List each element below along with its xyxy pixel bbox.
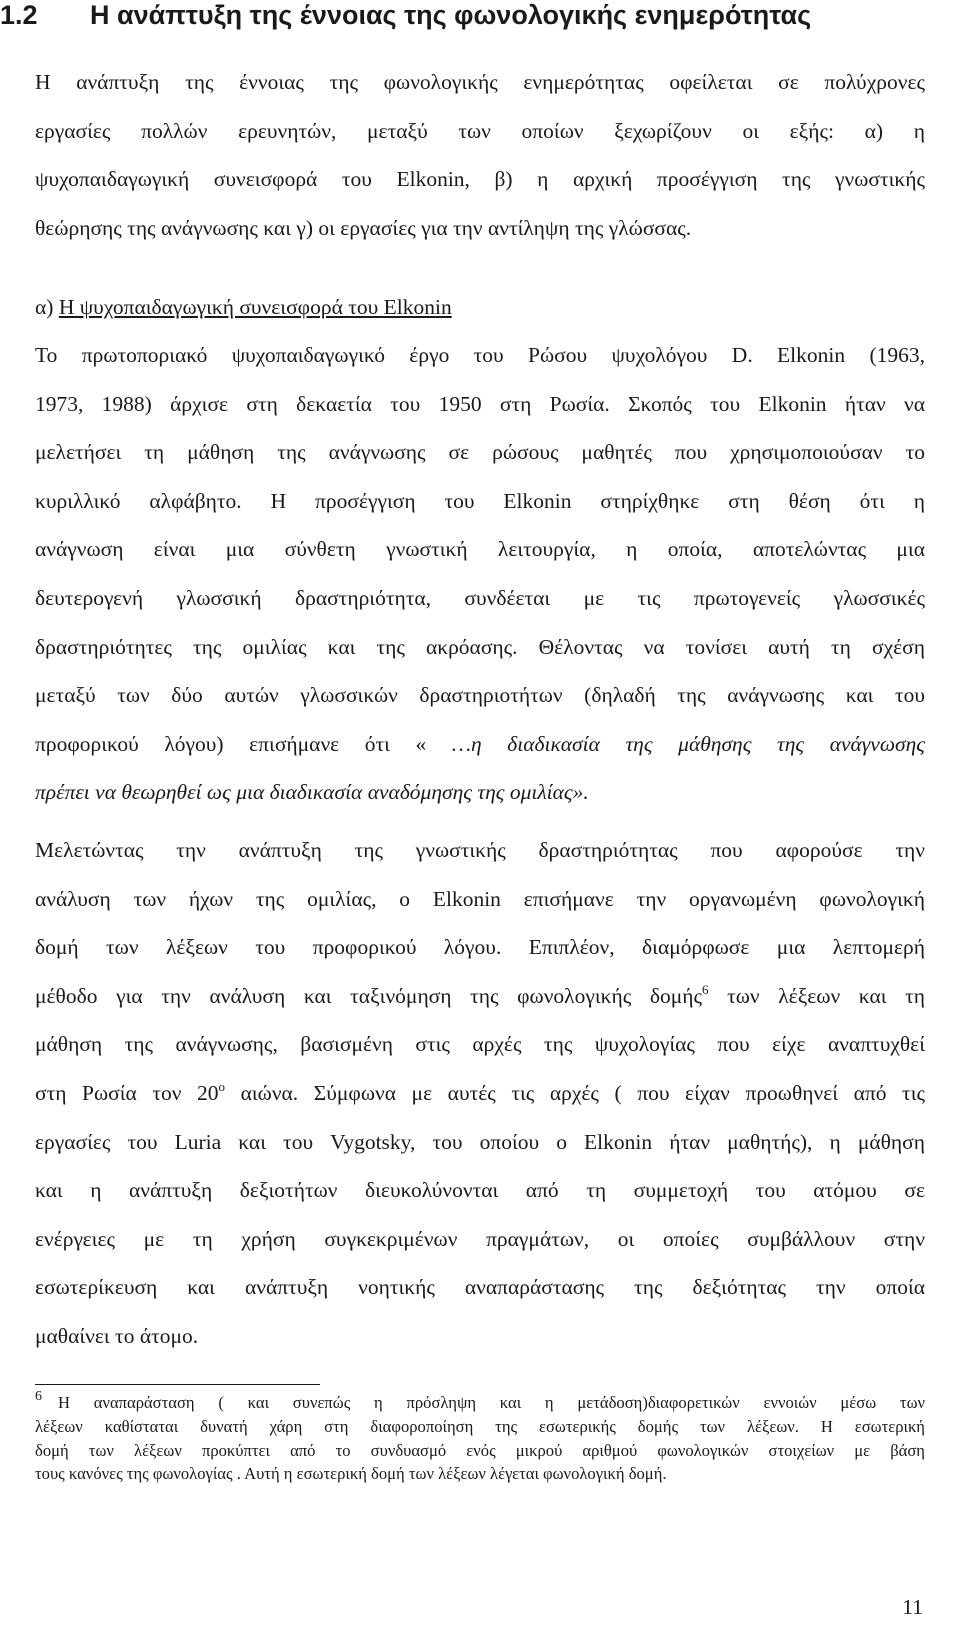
text-line: δραστηριότητες της ομιλίας και της ακρόασης. Θέλοντας να τονίσει αυτή τη σχέση <box>35 634 925 659</box>
subsection-title: Η ψυχοπαιδαγωγική συνεισφορά του Elkonin <box>58 295 452 319</box>
section-title: Η ανάπτυξη της έννοιας της φωνολογικής ενημερότητας <box>90 0 812 30</box>
section-number: 1.2 <box>0 0 38 30</box>
footnote-separator <box>35 1384 320 1385</box>
text-line <box>35 720 925 769</box>
text-line: μελετήσει τη μάθηση της ανάγνωσης σε ρώσους μαθητές που χρησιμοποιούσαν το <box>35 440 925 465</box>
ordinal-superscript: ο <box>218 1078 226 1094</box>
subsection-marker: α) <box>35 295 54 319</box>
footnote-line: δομή των λέξεων προκύπτει από το συνδυασμό ενός μικρού αριθμού φωνολογικών στοιχείων με βάση <box>35 1440 925 1460</box>
footnote-line: λέξεων καθίσταται δυνατή χάρη στη διαφοροποίηση της εσωτερικής δομής των λέξεων. Η εσωτερική <box>35 1416 925 1436</box>
text-line <box>35 1069 925 1118</box>
text-line: και η ανάπτυξη δεξιοτήτων διευκολύνονται από τη συμμετοχή του ατόμου σε <box>35 1178 925 1203</box>
text-line: 1973, 1988) άρχισε στη δεκαετία του 1950 στη Ρωσία. Σκοπός του Elkonin ήταν να <box>35 391 925 416</box>
text-line: δευτερογενή γλωσσική δραστηριότητα, συνδέεται με τις πρωτογενείς γλωσσικές <box>35 585 925 610</box>
text-line: μεταξύ των δύο αυτών γλωσσικών δραστηριοτήτων (δηλαδή της ανάγνωσης και του <box>35 683 925 708</box>
text-line <box>35 768 925 817</box>
text-line: μαθαίνει το άτομο. <box>35 1323 199 1348</box>
text-line: ανάλυση των ήχων της ομιλίας, ο Elkonin επισήμανε την οργανωμένη φωνολογική <box>35 886 925 911</box>
section-heading <box>0 0 930 32</box>
subsection-heading <box>35 283 925 332</box>
text-fragment: αιώνα. Σύμφωνα με αυτές τις αρχές ( που είχαν προωθηνεί από τις <box>225 1080 925 1105</box>
page-number: 11 <box>902 1595 923 1619</box>
text-line: Η ανάπτυξη της έννοιας της φωνολογικής ενημερότητας οφείλεται σε πολύχρονες <box>35 70 925 94</box>
text-fragment: των λέξεων και τη <box>708 983 926 1008</box>
text-line: ανάγνωση είναι μια σύνθετη γνωστική λειτουργία, η οποία, αποτελώντας μια <box>35 537 925 562</box>
footnote-line <box>35 1391 925 1415</box>
text-line: Μελετώντας την ανάπτυξη της γνωστικής δραστηριότητας που αφορούσε την <box>35 838 925 862</box>
footnote-marker: 6 <box>35 1389 42 1404</box>
quote-intro: προφορικού λόγου) επισήμανε ότι « <box>35 731 427 756</box>
paragraph-elkonin-work <box>35 331 925 817</box>
text-line: μάθηση της ανάγνωσης, βασισμένη στις αρχές της ψυχολογίας που είχε αναπτυχθεί <box>35 1032 925 1057</box>
text-fragment: στη Ρωσία τον 20 <box>35 1080 219 1105</box>
quote-text: …η διαδικασία της μάθησης της ανάγνωσης <box>426 731 925 756</box>
text-fragment: μέθοδο για την ανάλυση και ταξινόμηση της φωνολογικής δομής <box>35 983 703 1008</box>
text-line <box>35 972 925 1021</box>
quote-text-end: πρέπει να θεωρηθεί ως μια διαδικασία αναδόμησης της ομιλίας». <box>35 780 589 805</box>
footnote-line: τους κανόνες της φωνολογίας . Αυτή η εσωτερική δομή των λέξεων λέγεται φωνολογική δομή. <box>35 1464 667 1484</box>
intro-paragraph <box>35 58 925 252</box>
text-line: εργασίες του Luria και του Vygotsky, του οποίου ο Elkonin ήταν μαθητής), η μάθηση <box>35 1129 925 1154</box>
text-line: εργασίες πολλών ερευνητών, μεταξύ των οποίων ξεχωρίζουν οι εξής: α) η <box>35 118 925 143</box>
text-line: ψυχοπαιδαγωγική συνεισφορά του Elkonin, β) η αρχική προσέγγιση της γνωστικής <box>35 167 925 192</box>
text-line: εσωτερίκευση και ανάπτυξη νοητικής αναπαράστασης της δεξιότητας την οποία <box>35 1275 925 1300</box>
footnote-text: Η αναπαράσταση ( και συνεπώς η πρόσληψη και η μετάδοση)διαφορετικών εννοιών μέσω των <box>58 1393 925 1412</box>
paragraph-phonological-analysis <box>35 826 925 1361</box>
text-line: δομή των λέξεων του προφορικού λόγου. Επιπλέον, διαμόρφωσε μια λεπτομερή <box>35 935 925 960</box>
text-line: Το πρωτοποριακό ψυχοπαιδαγωγικό έργο του Ρώσου ψυχολόγου D. Elkonin (1963, <box>35 343 925 367</box>
text-line: ενέργειες με τη χρήση συγκεκριμένων πραγμάτων, οι οποίες συμβάλλουν στην <box>35 1226 925 1251</box>
text-line: θεώρησης της ανάγνωσης και γ) οι εργασίες για την αντίληψη της γλώσσας. <box>35 215 692 240</box>
text-line: κυριλλικό αλφάβητο. Η προσέγγιση του Elkonin στηρίχθηκε στη θέση ότι η <box>35 488 925 513</box>
footnote-reference[interactable]: 6 <box>702 981 709 997</box>
footnote <box>35 1391 925 1486</box>
